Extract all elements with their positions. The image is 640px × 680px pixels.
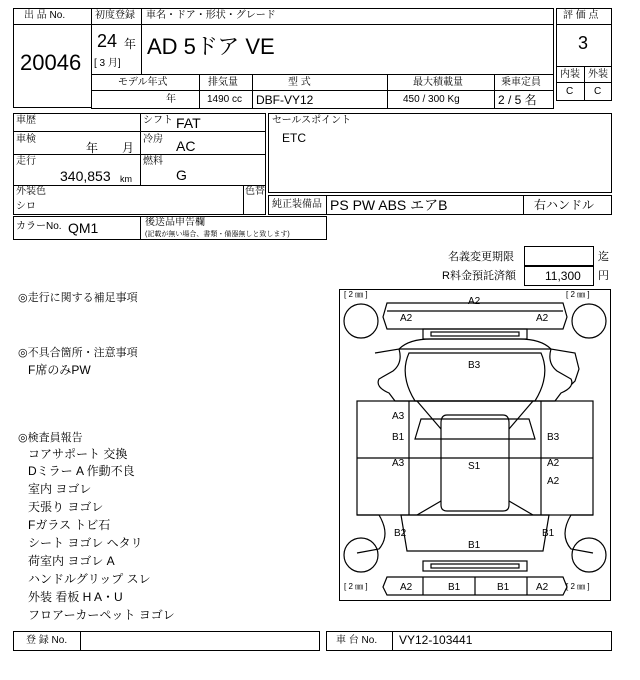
- damage-left-front-door: A3: [392, 411, 405, 422]
- damage-rear-left: A2: [400, 582, 413, 593]
- inspector-item: シート ヨゴレ ヘタリ: [28, 536, 143, 550]
- registration-number-label: 登 録 No.: [26, 635, 68, 646]
- post-declaration-note: (記載が無い場合、書類・備器無しと致します): [145, 231, 290, 238]
- first-registration-label: 初度登録: [95, 10, 135, 21]
- max-load: 450 / 300 Kg: [403, 94, 460, 105]
- type-label: 型 式: [288, 77, 311, 88]
- shift-value: FAT: [176, 115, 201, 131]
- color-number-label: カラーNo.: [16, 221, 62, 232]
- exterior-grade: C: [594, 86, 602, 97]
- damage-left-rear-fender: B2: [394, 528, 407, 539]
- fuel-label: 燃料: [143, 156, 163, 167]
- lot-number: 20046: [20, 50, 82, 75]
- model-type: DBF-VY12: [256, 93, 314, 107]
- recycle-amount: 11,300: [545, 269, 581, 283]
- interior-label: 内装: [560, 69, 580, 80]
- car-name-label: 車名・ドア・形状・グレード: [146, 10, 276, 21]
- name-change-box: [524, 246, 594, 266]
- inspection-month-unit: 月: [122, 141, 135, 155]
- displacement: 1490 cc: [207, 94, 243, 105]
- damage-rear-gate: B1: [468, 540, 481, 551]
- color-number: QM1: [68, 220, 99, 236]
- registration-month: [ 3 月]: [94, 58, 121, 69]
- inspector-report-title: ◎検査員報告: [18, 432, 83, 444]
- inspector-item: Fガラス トビ石: [28, 518, 111, 532]
- history-label: 車歴: [16, 115, 36, 126]
- car-body-diagram: [339, 289, 611, 601]
- damage-left-front-door-b: B1: [392, 432, 405, 443]
- damage-front-bumper: A2: [468, 296, 481, 307]
- inspector-item: 荷室内 ヨゴレ A: [28, 554, 115, 568]
- chassis-number-label: 車 台 No.: [336, 635, 378, 646]
- exterior-color-value: シロ: [16, 201, 36, 212]
- steering-value: 右ハンドル: [534, 198, 595, 212]
- score-label: 評 価 点: [563, 10, 599, 21]
- registration-year-unit: 年: [124, 37, 137, 51]
- color-change-label: 色替: [245, 186, 265, 197]
- name-change-unit: 迄: [598, 251, 609, 263]
- max-load-label: 最大積載量: [413, 77, 463, 88]
- mileage-unit: km: [120, 174, 132, 184]
- model-year-label: モデル年式: [118, 77, 168, 88]
- car-name: AD 5ドア VE: [147, 34, 275, 59]
- recycle-unit: 円: [598, 270, 609, 282]
- lot-number-label: 出 品 No.: [24, 10, 66, 21]
- damage-right-rear-fender: B1: [542, 528, 555, 539]
- overall-score: 3: [578, 33, 589, 53]
- tire-depth-rear-right: [ 2 ㎜ ]: [566, 582, 590, 591]
- exterior-label: 外装: [588, 69, 608, 80]
- post-declaration-label: 後送品申告欄: [145, 217, 205, 228]
- recycle-label: R料金預託済額: [442, 270, 516, 282]
- inspection-year-unit: 年: [86, 141, 99, 155]
- ac-label: 冷房: [143, 134, 163, 145]
- equipment-label: 純正装備品: [272, 199, 322, 210]
- damage-roof: S1: [468, 461, 481, 472]
- fuel-value: G: [176, 167, 187, 183]
- damage-front-left: A2: [400, 313, 413, 324]
- damage-rear-center-left: B1: [448, 582, 461, 593]
- damage-right-rear-door-a: A2: [547, 458, 560, 469]
- defects-title: ◎不具合箇所・注意事項: [18, 347, 138, 359]
- registration-year: 24: [97, 31, 118, 51]
- damage-rear-right: A2: [536, 582, 549, 593]
- inspector-item: 外装 看板 H A・U: [28, 590, 123, 604]
- inspector-item: Dミラー A 作動不良: [28, 464, 135, 478]
- defect-item: F席のみPW: [28, 363, 91, 377]
- damage-hood: B3: [468, 360, 481, 371]
- inspector-item: 室内 ヨゴレ: [28, 482, 92, 496]
- ac-value: AC: [176, 138, 196, 154]
- damage-left-rear-door: A3: [392, 458, 405, 469]
- exterior-color-label: 外装色: [16, 186, 46, 197]
- inspector-item: フロアーカーペット ヨゴレ: [28, 608, 175, 622]
- driving-notes-title: ◎走行に関する補足事項: [18, 292, 138, 304]
- equipment-value: PS PW ABS エアB: [330, 197, 448, 213]
- inspection-label: 車検: [16, 134, 36, 145]
- damage-right-front-door: B3: [547, 432, 560, 443]
- inspector-item: コアサポート 交換: [28, 447, 128, 461]
- damage-rear-center-right: B1: [497, 582, 510, 593]
- inspector-item: ハンドルグリップ スレ: [28, 572, 151, 586]
- mileage-label: 走行: [16, 156, 36, 167]
- sales-point-value: ETC: [282, 131, 306, 145]
- mileage-value: 340,853: [60, 168, 111, 184]
- name-change-label: 名義変更期限: [448, 251, 514, 263]
- damage-right-rear-door-b: A2: [547, 476, 560, 487]
- tire-depth-rear-left: [ 2 ㎜ ]: [344, 582, 368, 591]
- capacity: 2 / 5 名: [498, 93, 537, 107]
- tire-depth-front-left: [ 2 ㎜ ]: [344, 290, 368, 299]
- interior-grade: C: [566, 86, 574, 97]
- model-year-unit: 年: [166, 94, 176, 105]
- damage-front-right: A2: [536, 313, 549, 324]
- chassis-number: VY12-103441: [399, 633, 473, 647]
- shift-label: シフト: [143, 115, 173, 126]
- inspector-item: 天張り ヨゴレ: [28, 500, 104, 514]
- tire-depth-front-right: [ 2 ㎜ ]: [566, 290, 590, 299]
- sales-point-label: セールスポイント: [272, 115, 352, 126]
- capacity-label: 乗車定員: [501, 77, 541, 88]
- displacement-label: 排気量: [208, 77, 238, 88]
